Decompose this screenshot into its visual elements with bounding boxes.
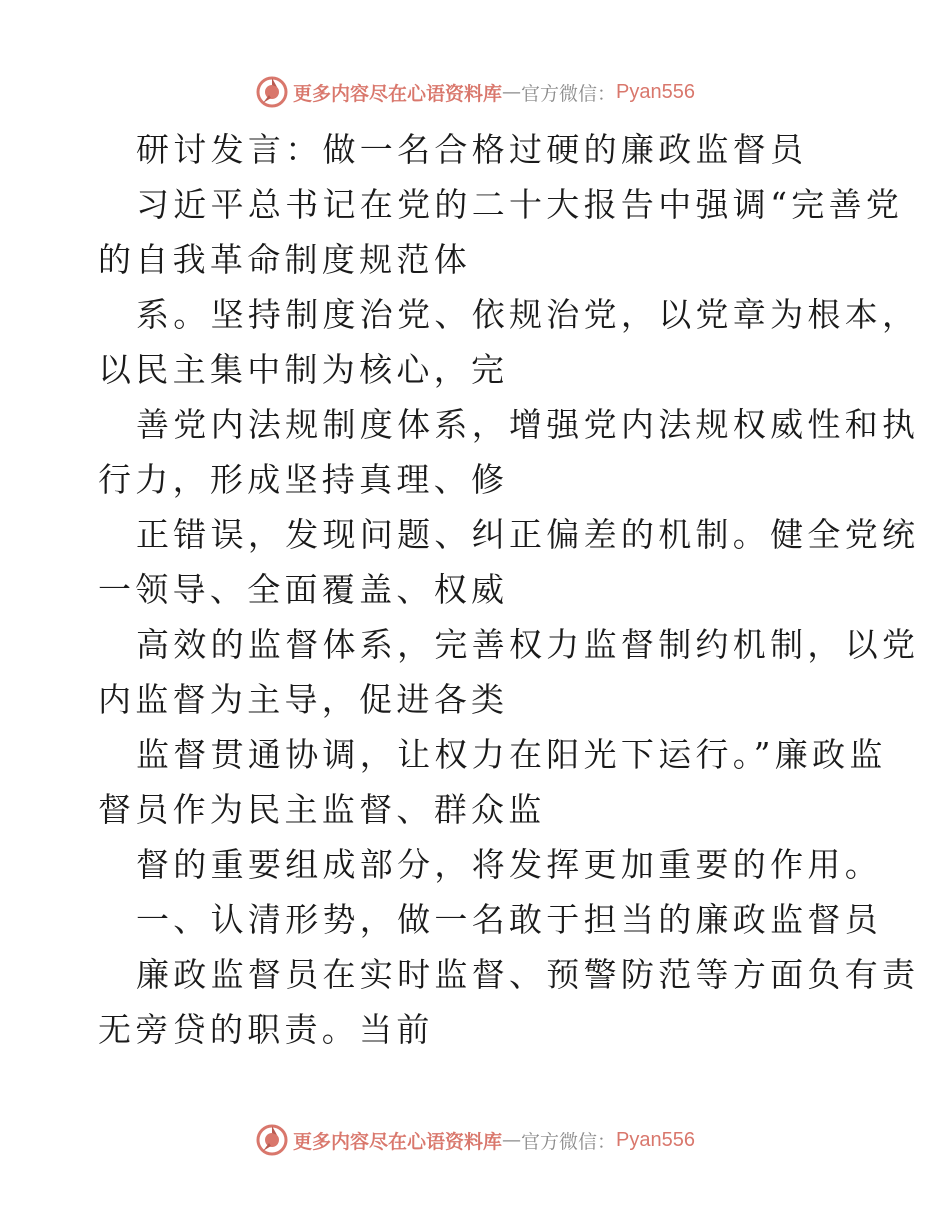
document-title: 研讨发言：做一名合格过硬的廉政监督员 — [136, 130, 808, 169]
paragraph-line: 系。坚持制度治党、依规治党，以党章为根本， — [136, 295, 920, 334]
paragraph-line: 督员作为民主监督、群众监 — [98, 790, 546, 829]
document-body — [98, 122, 920, 1057]
paragraph-line: 正错误，发现问题、纠正偏差的机制。健全党统 — [136, 515, 920, 554]
watermark-brand: 更多内容尽在心语资料库 — [293, 82, 503, 105]
watermark-wechat-id: Pyan556 — [616, 80, 695, 103]
watermark-wechat-label: 官方微信： — [521, 1130, 617, 1153]
paragraph-line: 监督贯通协调，让权力在阳光下运行。”廉政监 — [136, 735, 887, 774]
paragraph-line: 廉政监督员在实时监督、预警防范等方面负有责 — [136, 955, 920, 994]
header-watermark — [0, 70, 950, 114]
watermark-separator: — — [502, 81, 522, 103]
footer-watermark — [0, 1118, 950, 1162]
paragraph-line: 内监督为主导，促进各类 — [98, 680, 509, 719]
paragraph-line: 善党内法规制度体系，增强党内法规权威性和执 — [136, 405, 920, 444]
paragraph-line: 习近平总书记在党的二十大报告中强调“完善党 — [136, 185, 904, 224]
paragraph-line: 高效的监督体系，完善权力监督制约机制，以党 — [136, 625, 920, 664]
paragraph-line: 督的重要组成部分，将发挥更加重要的作用。 — [136, 845, 882, 884]
paragraph-line: 行力，形成坚持真理、修 — [98, 460, 509, 499]
watermark-wechat-label: 官方微信： — [521, 82, 617, 105]
logo-icon — [255, 75, 289, 109]
paragraph-line: 一领导、全面覆盖、权威 — [98, 570, 509, 609]
logo-icon — [255, 1123, 289, 1157]
paragraph-line: 无旁贷的职责。当前 — [98, 1010, 434, 1049]
watermark-separator: — — [502, 1129, 522, 1151]
watermark-wechat-id: Pyan556 — [616, 1128, 695, 1151]
watermark-brand: 更多内容尽在心语资料库 — [293, 1130, 503, 1153]
paragraph-line: 一、认清形势，做一名敢于担当的廉政监督员 — [136, 900, 882, 939]
paragraph-line: 的自我革命制度规范体 — [98, 240, 471, 279]
paragraph-line: 以民主集中制为核心，完 — [98, 350, 509, 389]
